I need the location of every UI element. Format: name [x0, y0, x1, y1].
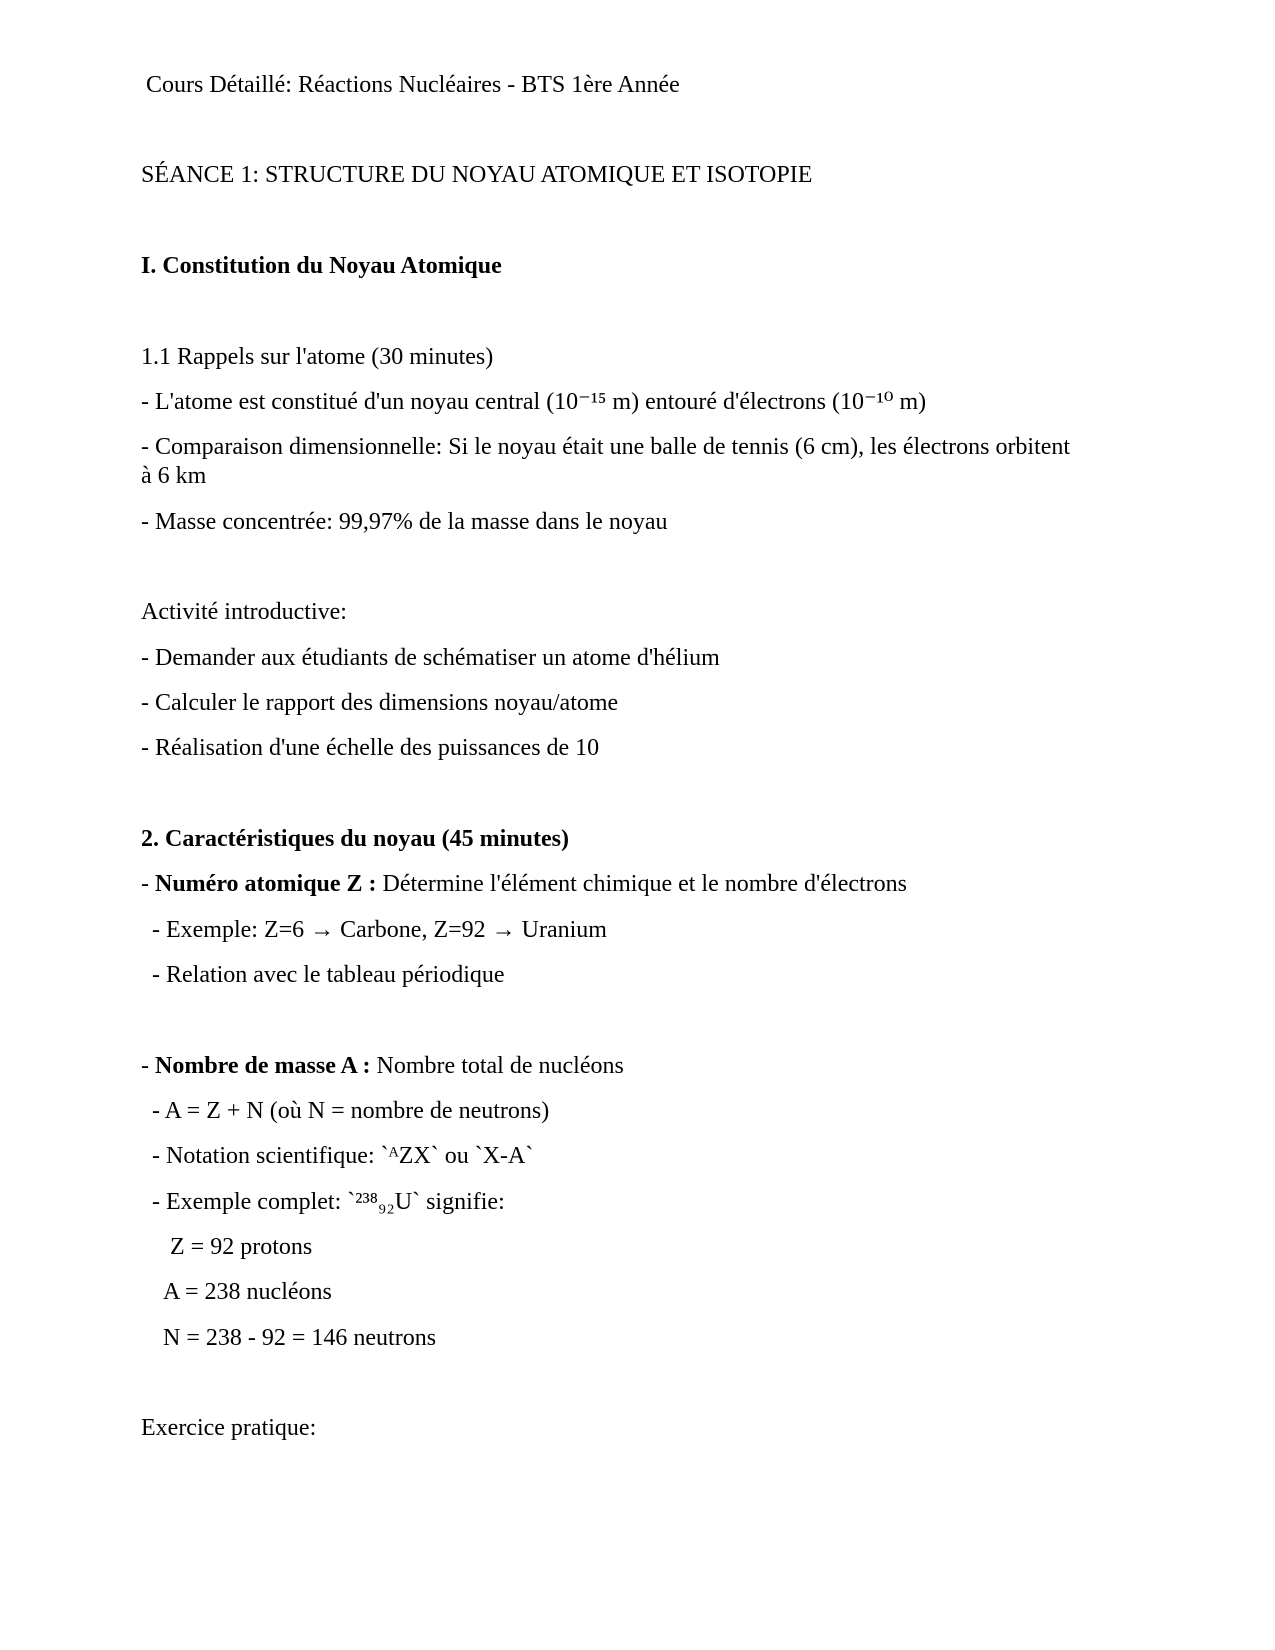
- a-description: Nombre total de nucléons: [370, 1053, 624, 1079]
- section-1-heading: [141, 251, 502, 281]
- section-2-heading: [141, 824, 569, 854]
- z-dash: -: [141, 871, 155, 897]
- list-subitem: - Notation scientifique: `ᴬZX` ou `X-A`: [152, 1143, 534, 1169]
- list-subitem: - Exemple complet: `²³⁸₉₂U` signifie:: [152, 1189, 505, 1215]
- list-item: - Demander aux étudiants de schématiser un atome d'hélium: [141, 645, 720, 671]
- list-item: - Masse concentrée: 99,97% de la masse dans le noyau: [141, 509, 668, 535]
- detail-line: A = 238 nucléons: [163, 1279, 332, 1305]
- list-subitem: - Relation avec le tableau périodique: [152, 962, 505, 988]
- detail-line: N = 238 - 92 = 146 neutrons: [163, 1325, 437, 1351]
- section-1-heading-text: I. Constitution du Noyau Atomique: [141, 253, 502, 279]
- list-item-continuation: à 6 km: [141, 463, 207, 489]
- document-title: Cours Détaillé: Réactions Nucléaires - BTS 1ère Année: [146, 72, 680, 98]
- z-description: Détermine l'élément chimique et le nombre d'électrons: [376, 871, 907, 897]
- a-definition: [141, 1051, 624, 1081]
- seance-title: SÉANCE 1: STRUCTURE DU NOYAU ATOMIQUE ET ISOTOPIE: [141, 162, 813, 188]
- activity-heading: Activité introductive:: [141, 599, 347, 625]
- z-term: Numéro atomique Z :: [155, 871, 377, 897]
- list-item: - Comparaison dimensionnelle: Si le noyau était une balle de tennis (6 cm), les électrons orbitent: [141, 434, 1071, 460]
- a-term: Nombre de masse A :: [155, 1053, 371, 1079]
- list-item: - Calculer le rapport des dimensions noyau/atome: [141, 690, 619, 716]
- a-dash: -: [141, 1053, 155, 1079]
- detail-line: Z = 92 protons: [170, 1234, 313, 1260]
- list-item: - Réalisation d'une échelle des puissances de 10: [141, 735, 600, 761]
- section-2-heading-text: 2. Caractéristiques du noyau (45 minutes): [141, 826, 570, 852]
- subsection-1-1-heading: 1.1 Rappels sur l'atome (30 minutes): [141, 344, 494, 370]
- z-definition: [141, 869, 907, 899]
- list-item: - L'atome est constitué d'un noyau central (10⁻¹⁵ m) entouré d'électrons (10⁻¹⁰ m): [141, 389, 927, 415]
- list-subitem: - Exemple: Z=6 → Carbone, Z=92 → Uranium: [152, 917, 607, 943]
- exercise-heading: Exercice pratique:: [141, 1415, 317, 1441]
- list-subitem: - A = Z + N (où N = nombre de neutrons): [152, 1098, 550, 1124]
